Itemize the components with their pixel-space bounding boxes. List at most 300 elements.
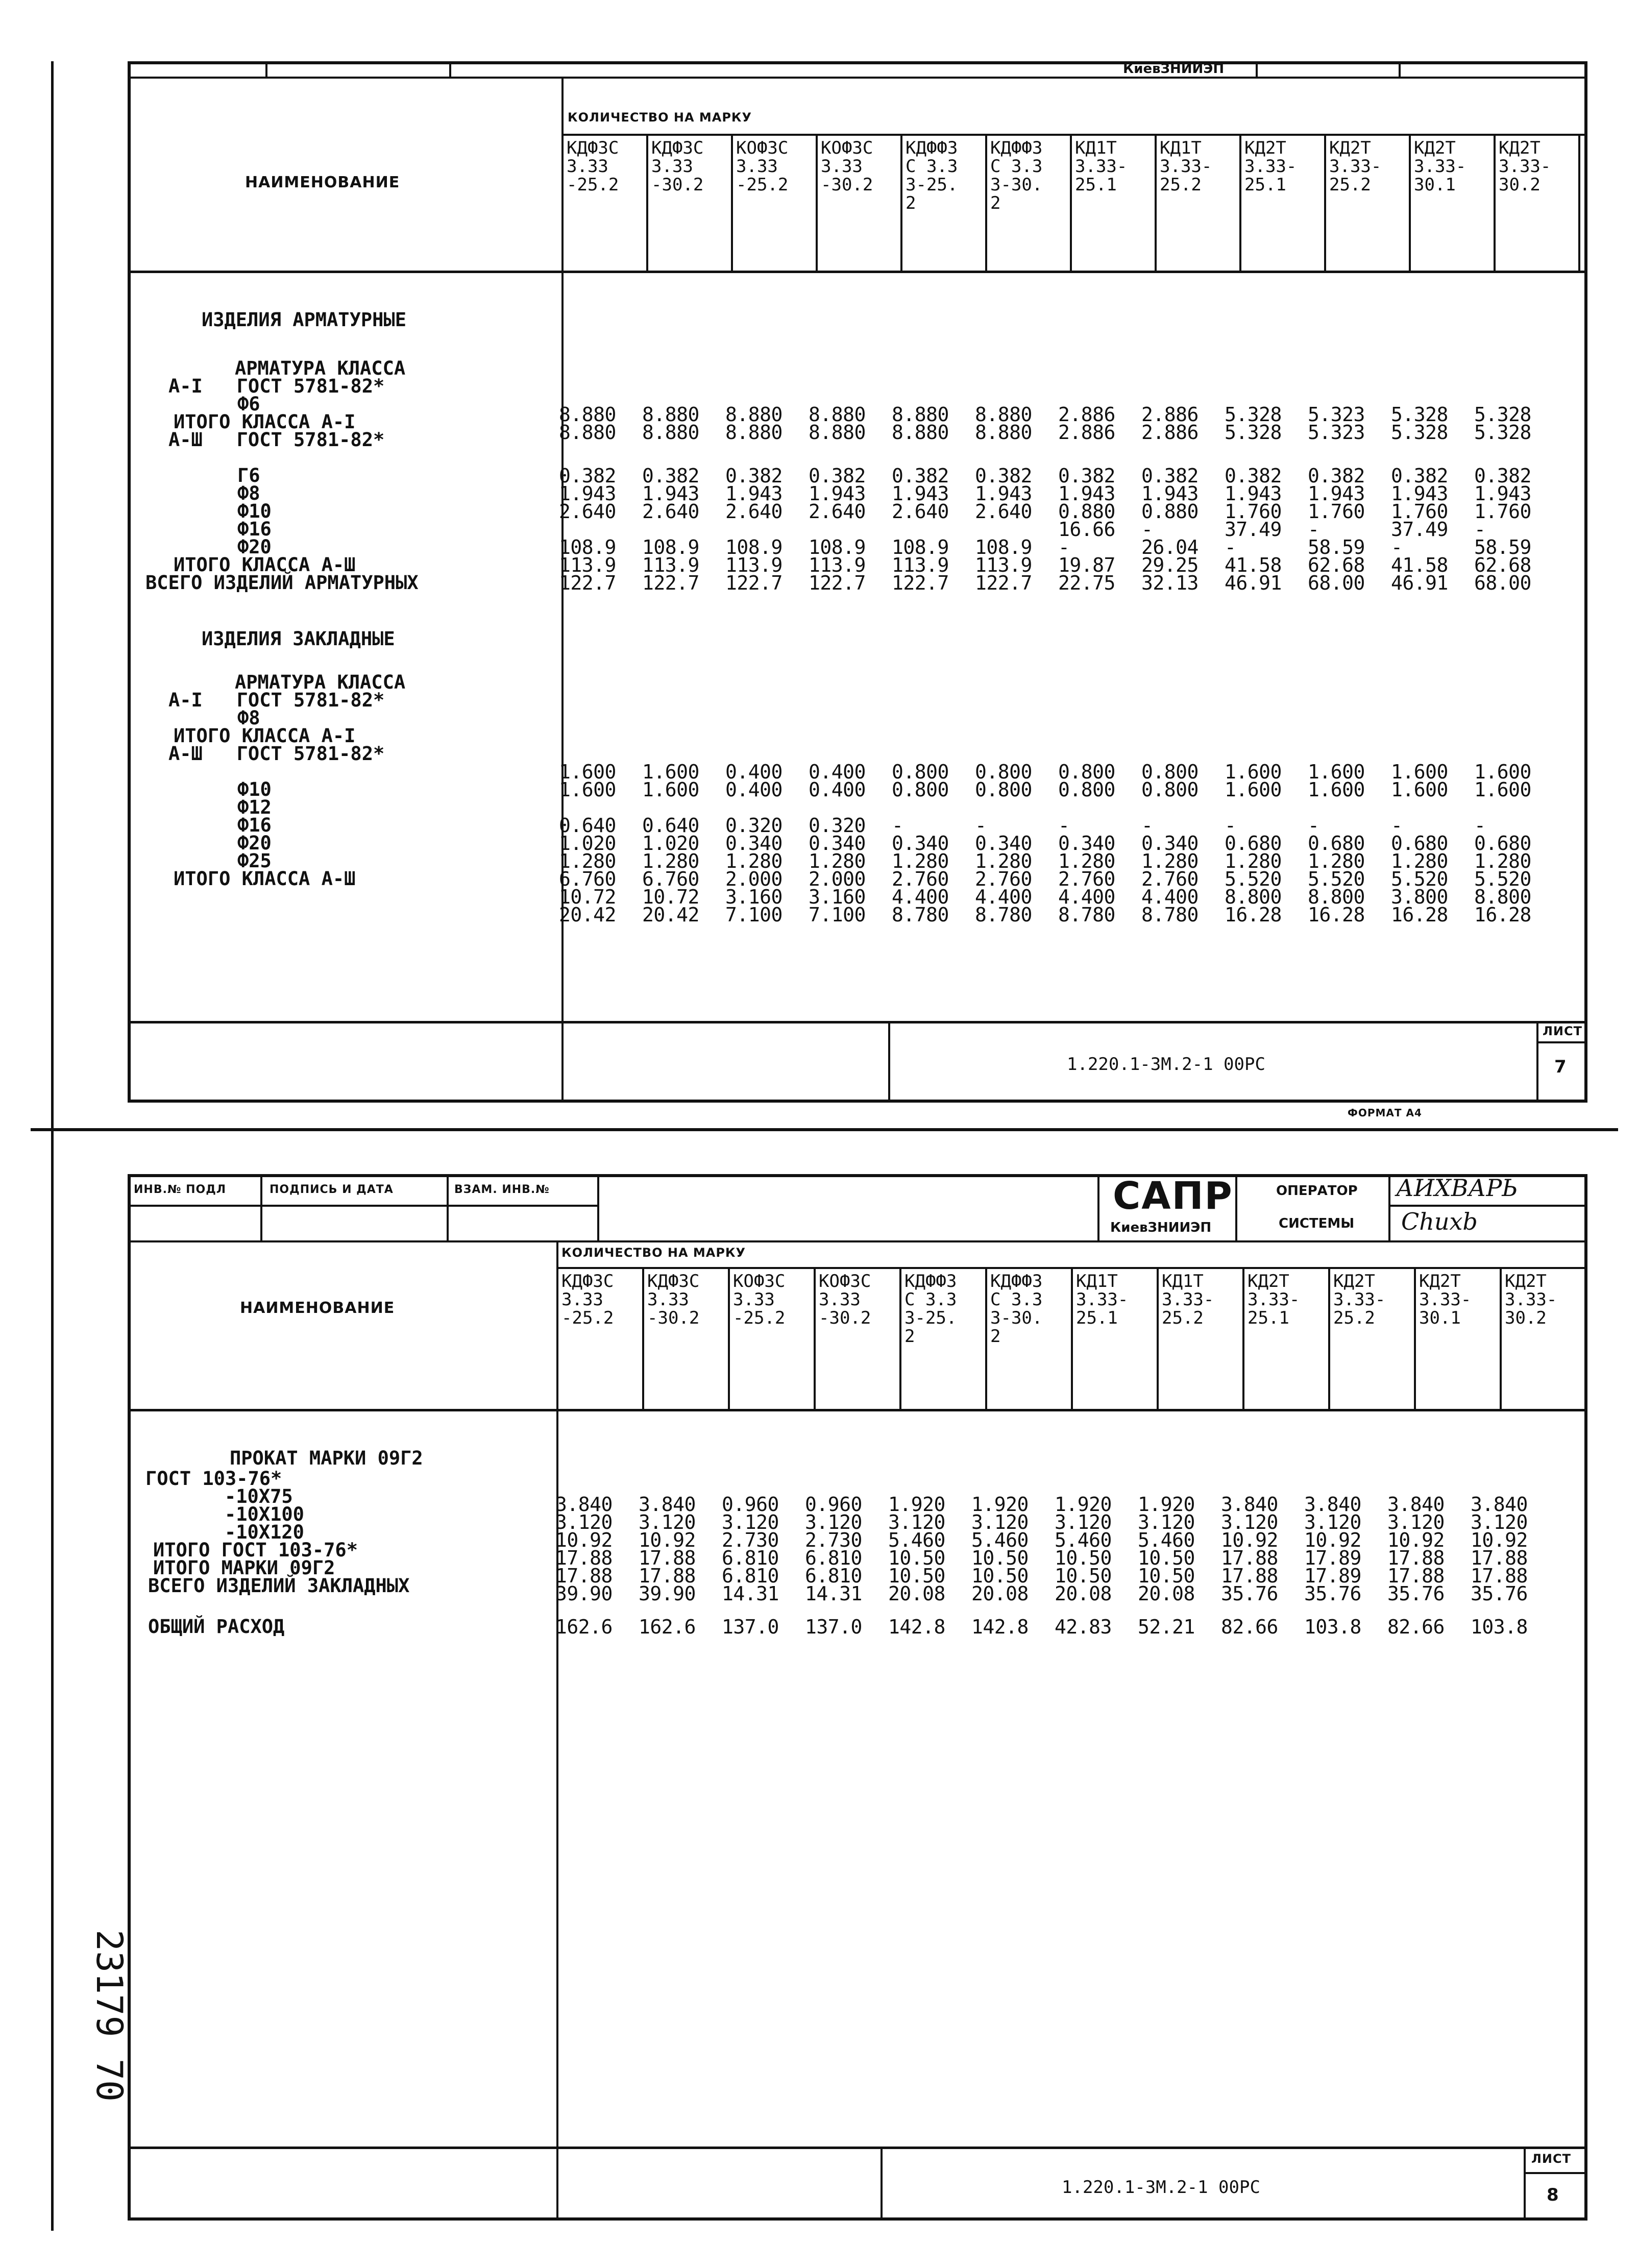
table-cell: 1.760 [1308, 500, 1365, 523]
mark-header-cell [1071, 1267, 1159, 1411]
table-cell: - [1308, 518, 1319, 541]
table-cell: 5.460 [971, 1529, 1029, 1551]
mark-header-line: КДФЗС [651, 138, 704, 158]
row-label: ИТОГО КЛАССА А-I [174, 725, 356, 747]
table-cell: 113.9 [975, 554, 1032, 576]
table-cell: 1.600 [1474, 778, 1531, 801]
table-cell: 0.800 [975, 778, 1032, 801]
table-cell: 0.340 [1058, 832, 1115, 855]
table-cell: 20.08 [971, 1582, 1029, 1605]
mark-header-line: -25.2 [733, 1308, 786, 1328]
sheet-label-7: ЛИСТ [1543, 1024, 1583, 1038]
table-cell: 46.91 [1225, 572, 1282, 594]
table-cell: 1.943 [809, 482, 866, 505]
table-cell: 122.7 [975, 572, 1032, 594]
table-cell: 6.810 [805, 1547, 862, 1569]
table-row [559, 814, 1557, 837]
table-cell: 1.760 [1225, 500, 1282, 523]
table-row [559, 482, 1557, 505]
table-cell: 4.400 [1141, 886, 1199, 908]
table-cell: 20.08 [888, 1582, 945, 1605]
mark-header-line: 30.2 [1505, 1308, 1547, 1328]
table-cell: 1.920 [888, 1493, 945, 1516]
table-cell: 1.280 [1225, 850, 1282, 872]
table-cell: 82.66 [1221, 1616, 1278, 1638]
table-cell: 0.340 [1141, 832, 1199, 855]
table-cell: 10.92 [1304, 1529, 1361, 1551]
table-cell: 20.08 [1055, 1582, 1112, 1605]
table-cell: 0.382 [559, 465, 616, 487]
table-cell: 0.640 [642, 814, 699, 837]
row-label: Ф25 [237, 850, 272, 872]
table-row [559, 500, 1557, 523]
table-cell: 10.92 [1221, 1529, 1278, 1551]
mark-header-cell [899, 1267, 987, 1411]
mark-header-line: 2 [990, 193, 1001, 213]
table-cell: 103.8 [1304, 1616, 1361, 1638]
table-cell: 58.59 [1474, 536, 1531, 558]
table-cell: - [892, 814, 903, 837]
table-cell: 0.400 [725, 778, 783, 801]
sheet-number-7: 7 [1554, 1057, 1567, 1077]
table-cell: 1.943 [1141, 482, 1199, 505]
mark-header-line: КДФЗС [567, 138, 619, 158]
table-cell: 1.600 [642, 761, 699, 783]
table-cell: 1.600 [559, 761, 616, 783]
table-cell: 5.328 [1391, 403, 1448, 426]
row-label: Ф8 [237, 707, 260, 729]
mark-header-line: -25.2 [567, 175, 619, 195]
mark-header-line: 3.33- [1248, 1289, 1300, 1310]
mark-header-line: 3.33- [1329, 156, 1382, 177]
mark-header-line: КОФЗС [819, 1271, 871, 1291]
table-cell: 10.50 [1055, 1547, 1112, 1569]
mark-header-line: 3.33- [1499, 156, 1551, 177]
mark-header-cell [985, 134, 1072, 273]
table-cell: 10.50 [1138, 1547, 1195, 1569]
stamp-column-label: ВЗАМ. ИНВ.№ [454, 1183, 550, 1196]
table-cell: 0.640 [559, 814, 616, 837]
table-cell: 2.640 [975, 500, 1032, 523]
stamp-column-label: ПОДПИСЬ И ДАТА [270, 1183, 394, 1196]
table-cell: 62.68 [1474, 554, 1531, 576]
table-cell: 17.89 [1304, 1547, 1361, 1569]
table-cell: 2.760 [892, 868, 949, 890]
doc-code-sheet8: 1.220.1-3М.2-1 00РС [1062, 2177, 1260, 2198]
table-cell: 68.00 [1308, 572, 1365, 594]
table-cell: - [975, 814, 987, 837]
table-cell: 5.460 [888, 1529, 945, 1551]
table-cell: 8.880 [892, 421, 949, 444]
mark-header-line: 30.1 [1414, 175, 1456, 195]
table-cell: 0.680 [1225, 832, 1282, 855]
table-cell: 6.810 [805, 1565, 862, 1587]
mark-header-cell [728, 1267, 816, 1411]
table-cell: 122.7 [725, 572, 783, 594]
table-cell: 0.320 [725, 814, 783, 837]
mark-header-line: 3.33- [1333, 1289, 1386, 1310]
mark-header-line: 25.2 [1160, 175, 1202, 195]
sheet-number-8: 8 [1547, 2185, 1559, 2205]
table-cell: 0.382 [1225, 465, 1282, 487]
sapr-title: САПР [1113, 1174, 1233, 1218]
table-cell: 10.92 [1471, 1529, 1528, 1551]
table-cell: 29.25 [1141, 554, 1199, 576]
row-label: А-Ш ГОСТ 5781-82* [168, 429, 385, 451]
table-cell: 3.120 [1387, 1511, 1445, 1533]
table-cell: 8.880 [559, 421, 616, 444]
table-cell: 2.640 [642, 500, 699, 523]
table-cell: 1.943 [725, 482, 783, 505]
mark-header-line: КД1Т [1160, 138, 1202, 158]
mark-header-line: 3.33 [647, 1289, 689, 1310]
table-cell: 1.943 [1308, 482, 1365, 505]
mark-header-line: 3.33 [733, 1289, 775, 1310]
table-cell: 22.75 [1058, 572, 1115, 594]
mark-header-line: 3.33- [1419, 1289, 1472, 1310]
mark-header-line: КДФЗС [647, 1271, 700, 1291]
mark-header-line: С 3.3 [990, 156, 1043, 177]
table-cell: 1.280 [1058, 850, 1115, 872]
table-cell: 8.880 [642, 403, 699, 426]
table-cell: 3.800 [1391, 886, 1448, 908]
system-label: СИСТЕМЫ [1279, 1216, 1355, 1231]
table-row [555, 1549, 1554, 1567]
table-cell: 5.460 [1138, 1529, 1195, 1551]
mark-header-line: 3.33 [651, 156, 693, 177]
table-cell: 1.280 [642, 850, 699, 872]
table-cell: 137.0 [805, 1616, 862, 1638]
table-row [559, 888, 1557, 906]
table-cell: 1.943 [892, 482, 949, 505]
mark-header-line: 25.2 [1329, 175, 1371, 195]
table-cell: 41.58 [1391, 554, 1448, 576]
table-row [555, 1493, 1554, 1516]
table-cell: 5.520 [1225, 868, 1282, 890]
mark-header-line: КДФФЗ [904, 1271, 957, 1291]
table-cell: 82.66 [1387, 1616, 1445, 1638]
table-cell: 37.49 [1225, 518, 1282, 541]
row-label: ИЗДЕЛИЯ ЗАКЛАДНЫЕ [202, 628, 395, 650]
operator-signature: Chuxb [1401, 1208, 1478, 1235]
table-cell: 39.90 [639, 1582, 696, 1605]
table-cell: 2.730 [805, 1529, 862, 1551]
mark-header-line: КД2Т [1419, 1271, 1461, 1291]
row-label: А-I ГОСТ 5781-82* [168, 689, 385, 711]
mark-header-line: КОФЗС [736, 138, 789, 158]
table-cell: 0.880 [1141, 500, 1199, 523]
row-label: Ф16 [237, 518, 272, 540]
table-cell: 1.280 [559, 850, 616, 872]
table-cell: 17.88 [639, 1547, 696, 1569]
table-cell: 0.382 [892, 465, 949, 487]
mark-header-cell [1324, 134, 1411, 273]
mark-header-line: КД1Т [1076, 1271, 1118, 1291]
mark-header-cell [1328, 1267, 1416, 1411]
table-cell: 122.7 [892, 572, 949, 594]
table-cell: 113.9 [725, 554, 783, 576]
row-label: Ф20 [237, 536, 272, 558]
table-cell: 108.9 [642, 536, 699, 558]
table-cell: 3.120 [1304, 1511, 1361, 1533]
mark-header-line: -25.2 [561, 1308, 614, 1328]
mark-header-line: КД2Т [1414, 138, 1456, 158]
table-cell: 1.760 [1474, 500, 1531, 523]
mark-header-line: КД2Т [1505, 1271, 1547, 1291]
mark-header-line: 3.33- [1244, 156, 1297, 177]
table-row [555, 1511, 1554, 1533]
name-column-header-8: НАИМЕНОВАНИЕ [240, 1299, 395, 1317]
table-cell: 0.382 [809, 465, 866, 487]
table-cell: 0.680 [1391, 832, 1448, 855]
table-cell: 122.7 [559, 572, 616, 594]
table-cell: 5.328 [1391, 421, 1448, 444]
table-cell: 8.880 [809, 421, 866, 444]
mark-header-line: 3.33 [819, 1289, 861, 1310]
mark-header-cell [642, 1267, 730, 1411]
table-cell: 0.800 [1058, 761, 1115, 783]
row-label: ИТОГО МАРКИ 09Г2 [153, 1557, 335, 1579]
mark-header-line: 3.33- [1160, 156, 1212, 177]
mark-header-line: КДФФЗ [906, 138, 958, 158]
table-cell: 1.600 [1308, 761, 1365, 783]
table-cell: 1.600 [1225, 761, 1282, 783]
table-cell: 37.49 [1391, 518, 1448, 541]
table-cell: 39.90 [555, 1582, 613, 1605]
table-cell: 1.600 [1225, 778, 1282, 801]
mark-header-cell [816, 134, 902, 273]
table-cell: 113.9 [809, 554, 866, 576]
table-cell: 5.520 [1391, 868, 1448, 890]
table-cell: 0.400 [725, 761, 783, 783]
table-cell: 1.943 [975, 482, 1032, 505]
table-cell: 1.943 [1058, 482, 1115, 505]
table-cell: 2.000 [725, 868, 783, 890]
row-label: ИТОГО КЛАССА А-Ш [174, 554, 356, 576]
table-cell: 3.120 [888, 1511, 945, 1533]
mark-header-cell [731, 134, 818, 273]
table-cell: 1.943 [1225, 482, 1282, 505]
mark-header-line: 25.1 [1248, 1308, 1289, 1328]
row-label: ИЗДЕЛИЯ АРМАТУРНЫЕ [202, 309, 406, 331]
mark-header-line: 2 [904, 1326, 915, 1347]
table-cell: 3.120 [1471, 1511, 1528, 1533]
mark-header-cell [900, 134, 987, 273]
doc-code-sheet7: 1.220.1-3М.2-1 00РС [1067, 1054, 1265, 1075]
table-cell: 1.600 [642, 778, 699, 801]
table-cell: 3.120 [722, 1511, 779, 1533]
table-cell: 6.760 [559, 868, 616, 890]
operator-name: АИХВАРЬ [1396, 1174, 1518, 1202]
side-inventory-number: 23179 70 [88, 1930, 130, 2102]
table-cell: 5.323 [1308, 421, 1365, 444]
table-cell: 0.382 [725, 465, 783, 487]
table-cell: 1.600 [1308, 778, 1365, 801]
table-cell: 14.31 [722, 1582, 779, 1605]
mark-header-cell [1409, 134, 1496, 273]
table-cell: 1.280 [975, 850, 1032, 872]
table-row [559, 904, 1557, 926]
table-cell: 7.100 [725, 904, 783, 926]
mark-header-line: С 3.3 [904, 1289, 957, 1310]
mark-header-cell [556, 1267, 644, 1411]
mark-header-line: 3.33 [567, 156, 608, 177]
table-cell: 0.800 [1058, 778, 1115, 801]
mark-header-cell [985, 1267, 1073, 1411]
mark-header-cell [1070, 134, 1157, 273]
table-row [559, 421, 1557, 444]
table-cell: 46.91 [1391, 572, 1448, 594]
row-label: ГОСТ 103-76* [145, 1468, 282, 1490]
table-cell: 0.382 [1058, 465, 1115, 487]
table-cell: 0.400 [809, 778, 866, 801]
table-cell: 1.020 [559, 832, 616, 855]
table-cell: - [1058, 814, 1070, 837]
table-cell: 68.00 [1474, 572, 1531, 594]
table-cell: 17.88 [1387, 1547, 1445, 1569]
table-cell: 3.840 [1221, 1493, 1278, 1516]
mark-header-line: -30.2 [819, 1308, 871, 1328]
table-cell: 26.04 [1141, 536, 1199, 558]
table-cell: 8.780 [1141, 904, 1199, 926]
mark-header-line: 25.2 [1162, 1308, 1204, 1328]
table-cell: 3.160 [809, 886, 866, 908]
table-cell: 17.89 [1304, 1565, 1361, 1587]
mark-header-line: КД1Т [1075, 138, 1117, 158]
table-cell: 5.328 [1225, 403, 1282, 426]
table-cell: 35.76 [1221, 1582, 1278, 1605]
table-cell: 2.886 [1141, 421, 1199, 444]
mark-header-line: С 3.3 [906, 156, 958, 177]
mark-header-line: 3-25. [904, 1308, 957, 1328]
table-cell: 0.382 [975, 465, 1032, 487]
table-cell: 10.50 [971, 1547, 1029, 1569]
sheet-label-8: ЛИСТ [1531, 2152, 1572, 2166]
table-cell: 17.88 [1387, 1565, 1445, 1587]
table-row [555, 1618, 1554, 1636]
row-label: Ф20 [237, 832, 272, 854]
table-cell: 108.9 [975, 536, 1032, 558]
mark-header-cell [1414, 1267, 1502, 1411]
table-cell: 2.640 [559, 500, 616, 523]
table-cell: 108.9 [809, 536, 866, 558]
row-label: ОБЩИЙ РАСХОД [148, 1616, 285, 1638]
table-cell: - [1474, 518, 1486, 541]
mark-header-line: 3.33 [821, 156, 863, 177]
table-cell: 8.880 [725, 403, 783, 426]
table-cell: 1.943 [642, 482, 699, 505]
table-cell: - [1391, 814, 1403, 837]
table-cell: 0.340 [892, 832, 949, 855]
table-cell: 5.328 [1225, 421, 1282, 444]
table-cell: 122.7 [809, 572, 866, 594]
table-cell: 1.020 [642, 832, 699, 855]
table-cell: 35.76 [1471, 1582, 1528, 1605]
table-cell: 8.880 [725, 421, 783, 444]
mark-header-cell [1500, 1267, 1587, 1411]
table-cell: 2.640 [725, 500, 783, 523]
row-label: -10Х75 [225, 1485, 293, 1507]
mark-header-line: КД1Т [1162, 1271, 1204, 1291]
mark-header-line: 3.33- [1076, 1289, 1129, 1310]
mark-header-line: 3-30. [990, 175, 1043, 195]
table-row [559, 574, 1557, 592]
mark-header-line: 30.1 [1419, 1308, 1461, 1328]
mark-header-line: 3-25. [906, 175, 958, 195]
table-cell: 1.920 [1055, 1493, 1112, 1516]
row-label: Ф10 [237, 778, 272, 800]
table-cell: 10.72 [559, 886, 616, 908]
table-row [559, 832, 1557, 855]
table-cell: 10.72 [642, 886, 699, 908]
mark-header-line: -30.2 [651, 175, 704, 195]
table-cell: - [1225, 814, 1236, 837]
table-cell: 1.600 [1391, 778, 1448, 801]
table-cell: 35.76 [1304, 1582, 1361, 1605]
table-cell: 0.340 [725, 832, 783, 855]
table-cell: 108.9 [892, 536, 949, 558]
table-cell: 0.382 [1391, 465, 1448, 487]
row-label: ИТОГО ГОСТ 103-76* [153, 1539, 358, 1561]
table-cell: 8.800 [1225, 886, 1282, 908]
table-cell: 0.800 [975, 761, 1032, 783]
format-label: ФОРМАТ А4 [1348, 1107, 1422, 1119]
table-cell: 16.66 [1058, 518, 1115, 541]
table-cell: - [1391, 536, 1403, 558]
table-row [559, 778, 1557, 801]
table-cell: 17.88 [1471, 1547, 1528, 1569]
row-label: Ф8 [237, 482, 260, 504]
mark-header-line: КД2Т [1499, 138, 1541, 158]
table-cell: 3.120 [1221, 1511, 1278, 1533]
table-cell: 10.50 [1138, 1565, 1195, 1587]
table-row [559, 536, 1557, 558]
table-row [555, 1565, 1554, 1587]
qty-title: КОЛИЧЕСТВО НА МАРКУ [568, 110, 752, 125]
mark-header-cell [814, 1267, 901, 1411]
table-cell: 1.943 [559, 482, 616, 505]
table-cell: - [1474, 814, 1486, 837]
mark-header-line: 25.1 [1076, 1308, 1118, 1328]
mark-header-line: 3.33- [1162, 1289, 1214, 1310]
table-cell: - [1308, 814, 1319, 837]
table-cell: 1.600 [559, 778, 616, 801]
mark-header-line: КД2Т [1244, 138, 1286, 158]
mark-header-cell [561, 134, 648, 273]
table-cell: 6.810 [722, 1565, 779, 1587]
table-cell: 113.9 [892, 554, 949, 576]
table-cell: 2.640 [809, 500, 866, 523]
sapr-org: КиевЗНИИЭП [1110, 1220, 1212, 1235]
table-cell: 10.92 [555, 1529, 613, 1551]
table-cell: 3.120 [1138, 1511, 1195, 1533]
table-row [559, 763, 1557, 781]
mark-header-cell [1239, 134, 1326, 273]
table-cell: 20.42 [642, 904, 699, 926]
row-label: Ф12 [237, 796, 272, 818]
mark-header-line: -25.2 [736, 175, 789, 195]
stamp-column-label: ИНВ.№ ПОДЛ [134, 1183, 227, 1196]
table-cell: 17.88 [555, 1565, 613, 1587]
table-cell: 142.8 [971, 1616, 1029, 1638]
table-cell: 3.120 [805, 1511, 862, 1533]
row-label: Ф16 [237, 814, 272, 836]
row-label: Ф6 [237, 393, 260, 415]
table-cell: 1.760 [1391, 500, 1448, 523]
table-cell: 108.9 [559, 536, 616, 558]
row-label: -10Х100 [225, 1503, 304, 1525]
table-cell: 52.21 [1138, 1616, 1195, 1638]
